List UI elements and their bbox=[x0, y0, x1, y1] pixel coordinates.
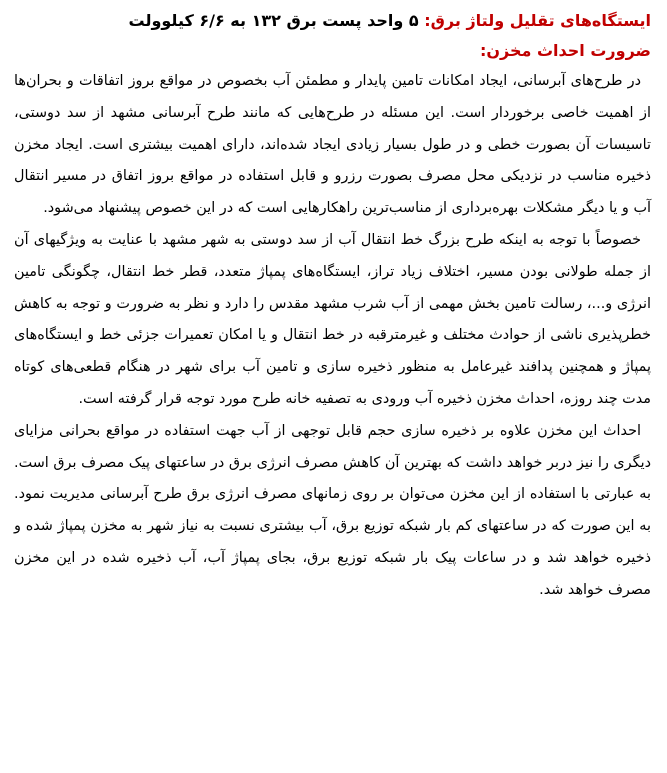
subheading: ضرورت احداث مخزن: bbox=[479, 41, 651, 60]
section-detail: ۵ واحد پست برق ۱۳۲ به ۶/۶ کیلوولت bbox=[128, 11, 419, 30]
paragraph-1: در طرح‌های آبرسانی، ایجاد امکانات تامین پایدار و مطمئن آب بخصوص در مواقع بروز اتفاقات و بحران‌ها از اهمیت خاصی برخوردار است. این مسئله در طرح‌هایی که مانند طرح آبرسانی مشهد از سد دوستی، تاسیسات آن بصورت خطی و در طول بسیار زیادی ایجاد شده‌اند، دارای اهمیت بیشتری است. ایجاد مخزن ذخیره مناسب در نزدیکی محل مصرف بصورت رزرو و قابل استفاده در مواقع بروز اتفاق در مسیر انتقال آب و یا دیگر مشکلات بهره‌برداری از مناسب‌ترین راهکارهایی است که در این خصوص پیشنهاد می‌شود. bbox=[14, 73, 651, 217]
paragraph-3: احداث این مخزن علاوه بر ذخیره سازی حجم قابل توجهی از آب جهت استفاده در مواقع بحرانی مزایای دیگری را نیز دربر خواهد داشت که بهترین آن کاهش مصرف انرژی برق در ساعتهای پیک مصرف برق است. به عبارتی با استفاده از این مخزن می‌توان بر روی زمانهای مصرف انرژی برق طرح آبرسانی مدیریت نمود. به این صورت که در ساعتهای کم بار شبکه توزیع برق، آب بیشتری نسبت به نیاز شهر به مخزن پمپاژ شده و ذخیره خواهد شد و در ساعات پیک بار شبکه توزیع برق، بجای پمپاژ آب، آب ذخیره شده در این مخزن مصرف خواهد شد. bbox=[14, 422, 651, 598]
section-title: ایستگاه‌های تقلیل ولتاژ برق: bbox=[424, 11, 651, 30]
paragraph-2: خصوصاً با توجه به اینکه طرح بزرگ خط انتقال آب از سد دوستی به شهر مشهد با عنایت به ویژگیهای آن از جمله طولانی بودن مسیر، اختلاف زیاد تراز، ایستگاه‌های پمپاژ متعدد، قطر خط انتقال، چگونگی تامین انرژی و...، رسالت تامین بخش مهمی از آب شرب مشهد مقدس را دارد و نظر به ضرورت و توجه به کاهش خطرپذیری ناشی از حوادث مختلف و غیرمترقبه در خط انتقال و یا امکان تعمیرات جزئی خط و ایستگاه‌های پمپاژ و همچنین پدافند غیرعامل به منظور ذخیره سازی و تامین آب برای شهر در هنگام قطعی‌های کوتاه مدت چند روزه، احداث مخزن ذخیره آب ورودی به تصفیه خانه طرح مورد توجه قرار گرفته است. bbox=[14, 231, 651, 407]
heading-line bbox=[14, 6, 651, 36]
